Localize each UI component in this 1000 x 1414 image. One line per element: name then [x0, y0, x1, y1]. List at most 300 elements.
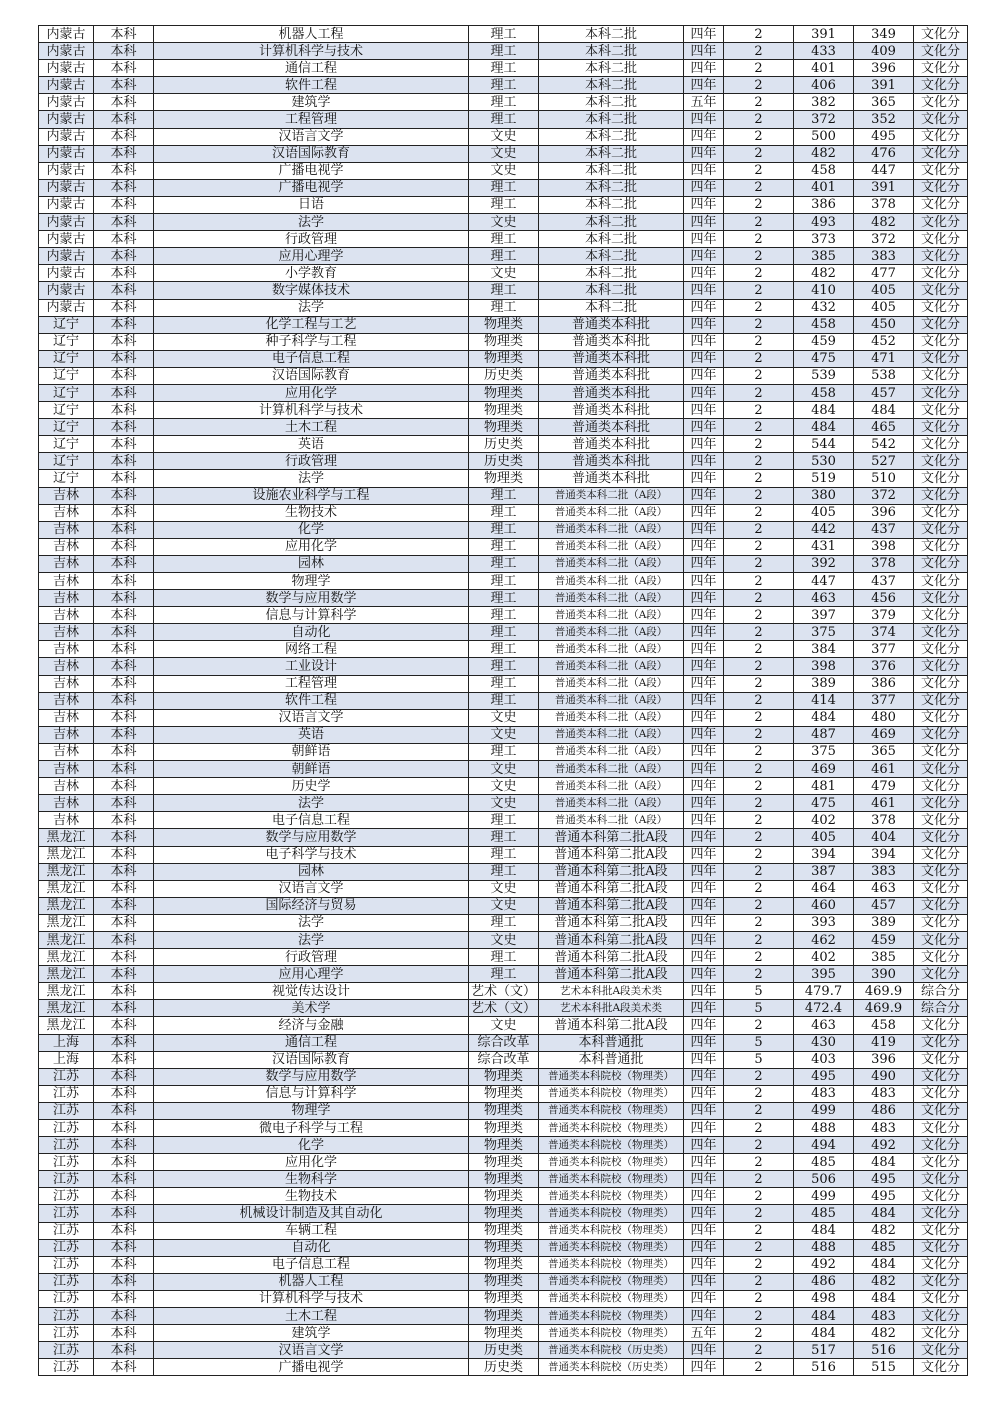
count-cell: 2 — [724, 333, 794, 350]
batch-cell: 普通类本科院校（物理类） — [539, 1154, 684, 1171]
max-score-cell: 482 — [794, 145, 854, 162]
table-row — [39, 743, 968, 760]
subject-cell: 理工 — [469, 914, 539, 931]
duration-cell: 四年 — [684, 1359, 724, 1376]
province-cell: 辽宁 — [39, 470, 94, 487]
max-score-cell: 484 — [794, 1325, 854, 1342]
batch-cell: 本科普通批 — [539, 1051, 684, 1068]
count-cell: 2 — [724, 949, 794, 966]
level-cell: 本科 — [94, 1034, 154, 1051]
score-type-cell: 文化分 — [914, 179, 968, 196]
count-cell: 2 — [724, 1188, 794, 1205]
min-score-cell: 377 — [854, 692, 914, 709]
batch-cell: 艺术本科批A段美术类 — [539, 983, 684, 1000]
table-row — [39, 436, 968, 453]
max-score-cell: 402 — [794, 812, 854, 829]
batch-cell: 普通类本科院校（物理类） — [539, 1102, 684, 1119]
duration-cell: 四年 — [684, 1137, 724, 1154]
max-score-cell: 414 — [794, 692, 854, 709]
batch-cell: 普通类本科二批（A段） — [539, 573, 684, 590]
subject-cell: 理工 — [469, 179, 539, 196]
max-score-cell: 458 — [794, 384, 854, 401]
subject-cell: 理工 — [469, 555, 539, 572]
subject-cell: 理工 — [469, 949, 539, 966]
min-score-cell: 372 — [854, 231, 914, 248]
batch-cell: 普通类本科二批（A段） — [539, 641, 684, 658]
batch-cell: 普通类本科院校（物理类） — [539, 1137, 684, 1154]
major-cell: 生物技术 — [154, 504, 469, 521]
subject-cell: 文史 — [469, 265, 539, 282]
major-cell: 设施农业科学与工程 — [154, 487, 469, 504]
subject-cell: 文史 — [469, 795, 539, 812]
subject-cell: 理工 — [469, 538, 539, 555]
level-cell: 本科 — [94, 1017, 154, 1034]
max-score-cell: 485 — [794, 1205, 854, 1222]
level-cell: 本科 — [94, 983, 154, 1000]
table-row — [39, 829, 968, 846]
level-cell: 本科 — [94, 43, 154, 60]
score-type-cell: 文化分 — [914, 897, 968, 914]
duration-cell: 四年 — [684, 231, 724, 248]
province-cell: 内蒙古 — [39, 299, 94, 316]
level-cell: 本科 — [94, 1256, 154, 1273]
max-score-cell: 398 — [794, 658, 854, 675]
province-cell: 内蒙古 — [39, 265, 94, 282]
batch-cell: 普通类本科二批（A段） — [539, 521, 684, 538]
batch-cell: 普通类本科院校（物理类） — [539, 1068, 684, 1085]
major-cell: 园林 — [154, 863, 469, 880]
score-type-cell: 文化分 — [914, 1017, 968, 1034]
duration-cell: 四年 — [684, 880, 724, 897]
major-cell: 土木工程 — [154, 419, 469, 436]
min-score-cell: 495 — [854, 1188, 914, 1205]
min-score-cell: 405 — [854, 299, 914, 316]
batch-cell: 本科二批 — [539, 248, 684, 265]
subject-cell: 理工 — [469, 60, 539, 77]
min-score-cell: 527 — [854, 453, 914, 470]
major-cell: 计算机科学与技术 — [154, 402, 469, 419]
count-cell: 2 — [724, 1120, 794, 1137]
duration-cell: 四年 — [684, 675, 724, 692]
table-row — [39, 316, 968, 333]
level-cell: 本科 — [94, 675, 154, 692]
level-cell: 本科 — [94, 128, 154, 145]
level-cell: 本科 — [94, 641, 154, 658]
table-row — [39, 983, 968, 1000]
duration-cell: 四年 — [684, 624, 724, 641]
batch-cell: 普通类本科院校（历史类） — [539, 1342, 684, 1359]
score-type-cell: 文化分 — [914, 743, 968, 760]
batch-cell: 普通类本科二批（A段） — [539, 504, 684, 521]
score-type-cell: 文化分 — [914, 641, 968, 658]
level-cell: 本科 — [94, 812, 154, 829]
count-cell: 2 — [724, 812, 794, 829]
province-cell: 江苏 — [39, 1205, 94, 1222]
subject-cell: 理工 — [469, 675, 539, 692]
score-type-cell: 文化分 — [914, 966, 968, 983]
major-cell: 法学 — [154, 931, 469, 948]
major-cell: 视觉传达设计 — [154, 983, 469, 1000]
max-score-cell: 373 — [794, 231, 854, 248]
province-cell: 辽宁 — [39, 367, 94, 384]
batch-cell: 本科二批 — [539, 179, 684, 196]
duration-cell: 四年 — [684, 931, 724, 948]
max-score-cell: 405 — [794, 829, 854, 846]
subject-cell: 理工 — [469, 111, 539, 128]
major-cell: 机器人工程 — [154, 1273, 469, 1290]
min-score-cell: 377 — [854, 641, 914, 658]
max-score-cell: 459 — [794, 333, 854, 350]
min-score-cell: 447 — [854, 162, 914, 179]
table-row — [39, 641, 968, 658]
subject-cell: 文史 — [469, 162, 539, 179]
table-row — [39, 231, 968, 248]
subject-cell: 艺术（文） — [469, 983, 539, 1000]
min-score-cell: 383 — [854, 863, 914, 880]
subject-cell: 理工 — [469, 248, 539, 265]
level-cell: 本科 — [94, 709, 154, 726]
score-type-cell: 文化分 — [914, 94, 968, 111]
subject-cell: 理工 — [469, 94, 539, 111]
subject-cell: 理工 — [469, 196, 539, 213]
province-cell: 黑龙江 — [39, 983, 94, 1000]
table-row — [39, 282, 968, 299]
count-cell: 2 — [724, 384, 794, 401]
count-cell: 2 — [724, 26, 794, 43]
min-score-cell: 469.9 — [854, 983, 914, 1000]
score-type-cell: 文化分 — [914, 1222, 968, 1239]
level-cell: 本科 — [94, 299, 154, 316]
batch-cell: 本科二批 — [539, 196, 684, 213]
subject-cell: 物理类 — [469, 350, 539, 367]
duration-cell: 四年 — [684, 504, 724, 521]
score-type-cell: 文化分 — [914, 846, 968, 863]
table-row — [39, 573, 968, 590]
major-cell: 生物科学 — [154, 1171, 469, 1188]
province-cell: 辽宁 — [39, 453, 94, 470]
batch-cell: 普通类本科院校（物理类） — [539, 1273, 684, 1290]
duration-cell: 四年 — [684, 726, 724, 743]
count-cell: 5 — [724, 1000, 794, 1017]
province-cell: 内蒙古 — [39, 248, 94, 265]
duration-cell: 四年 — [684, 128, 724, 145]
level-cell: 本科 — [94, 692, 154, 709]
min-score-cell: 383 — [854, 248, 914, 265]
province-cell: 内蒙古 — [39, 111, 94, 128]
min-score-cell: 352 — [854, 111, 914, 128]
max-score-cell: 432 — [794, 299, 854, 316]
duration-cell: 四年 — [684, 1342, 724, 1359]
max-score-cell: 530 — [794, 453, 854, 470]
duration-cell: 四年 — [684, 778, 724, 795]
duration-cell: 四年 — [684, 641, 724, 658]
major-cell: 工程管理 — [154, 111, 469, 128]
major-cell: 机器人工程 — [154, 26, 469, 43]
subject-cell: 理工 — [469, 624, 539, 641]
table-row — [39, 1342, 968, 1359]
level-cell: 本科 — [94, 914, 154, 931]
duration-cell: 四年 — [684, 897, 724, 914]
table-row — [39, 1308, 968, 1325]
max-score-cell: 458 — [794, 162, 854, 179]
table-row — [39, 538, 968, 555]
subject-cell: 文史 — [469, 709, 539, 726]
score-type-cell: 文化分 — [914, 761, 968, 778]
duration-cell: 四年 — [684, 453, 724, 470]
major-cell: 微电子科学与工程 — [154, 1120, 469, 1137]
count-cell: 2 — [724, 846, 794, 863]
province-cell: 黑龙江 — [39, 846, 94, 863]
duration-cell: 四年 — [684, 145, 724, 162]
min-score-cell: 396 — [854, 60, 914, 77]
score-type-cell: 文化分 — [914, 1154, 968, 1171]
score-type-cell: 文化分 — [914, 43, 968, 60]
province-cell: 江苏 — [39, 1308, 94, 1325]
max-score-cell: 393 — [794, 914, 854, 931]
province-cell: 江苏 — [39, 1102, 94, 1119]
table-row — [39, 1290, 968, 1307]
max-score-cell: 395 — [794, 966, 854, 983]
duration-cell: 四年 — [684, 26, 724, 43]
level-cell: 本科 — [94, 26, 154, 43]
count-cell: 2 — [724, 624, 794, 641]
province-cell: 吉林 — [39, 658, 94, 675]
min-score-cell: 538 — [854, 367, 914, 384]
batch-cell: 普通类本科二批（A段） — [539, 675, 684, 692]
max-score-cell: 385 — [794, 248, 854, 265]
score-type-cell: 文化分 — [914, 863, 968, 880]
major-cell: 广播电视学 — [154, 162, 469, 179]
major-cell: 应用心理学 — [154, 966, 469, 983]
max-score-cell: 516 — [794, 1359, 854, 1376]
score-type-cell: 文化分 — [914, 812, 968, 829]
province-cell: 江苏 — [39, 1222, 94, 1239]
max-score-cell: 493 — [794, 214, 854, 231]
min-score-cell: 483 — [854, 1308, 914, 1325]
min-score-cell: 485 — [854, 1239, 914, 1256]
score-type-cell: 文化分 — [914, 470, 968, 487]
min-score-cell: 378 — [854, 812, 914, 829]
table-row — [39, 1051, 968, 1068]
duration-cell: 四年 — [684, 1051, 724, 1068]
batch-cell: 本科二批 — [539, 162, 684, 179]
table-row — [39, 145, 968, 162]
batch-cell: 普通类本科二批（A段） — [539, 778, 684, 795]
subject-cell: 物理类 — [469, 1085, 539, 1102]
count-cell: 5 — [724, 983, 794, 1000]
major-cell: 行政管理 — [154, 453, 469, 470]
level-cell: 本科 — [94, 863, 154, 880]
subject-cell: 物理类 — [469, 316, 539, 333]
subject-cell: 理工 — [469, 692, 539, 709]
province-cell: 江苏 — [39, 1256, 94, 1273]
subject-cell: 历史类 — [469, 1342, 539, 1359]
major-cell: 朝鲜语 — [154, 743, 469, 760]
subject-cell: 物理类 — [469, 1154, 539, 1171]
table-row — [39, 1000, 968, 1017]
batch-cell: 本科二批 — [539, 111, 684, 128]
duration-cell: 四年 — [684, 863, 724, 880]
count-cell: 2 — [724, 162, 794, 179]
max-score-cell: 405 — [794, 504, 854, 521]
max-score-cell: 403 — [794, 1051, 854, 1068]
province-cell: 江苏 — [39, 1188, 94, 1205]
subject-cell: 综合改革 — [469, 1051, 539, 1068]
level-cell: 本科 — [94, 350, 154, 367]
level-cell: 本科 — [94, 897, 154, 914]
major-cell: 网络工程 — [154, 641, 469, 658]
duration-cell: 五年 — [684, 94, 724, 111]
level-cell: 本科 — [94, 282, 154, 299]
batch-cell: 普通类本科批 — [539, 470, 684, 487]
count-cell: 2 — [724, 966, 794, 983]
score-type-cell: 文化分 — [914, 1068, 968, 1085]
batch-cell: 普通类本科二批（A段） — [539, 726, 684, 743]
count-cell: 2 — [724, 1222, 794, 1239]
province-cell: 内蒙古 — [39, 26, 94, 43]
score-type-cell: 文化分 — [914, 1137, 968, 1154]
level-cell: 本科 — [94, 77, 154, 94]
max-score-cell: 519 — [794, 470, 854, 487]
subject-cell: 理工 — [469, 487, 539, 504]
score-type-cell: 文化分 — [914, 1273, 968, 1290]
batch-cell: 本科二批 — [539, 231, 684, 248]
min-score-cell: 463 — [854, 880, 914, 897]
score-type-cell: 文化分 — [914, 1085, 968, 1102]
major-cell: 信息与计算科学 — [154, 1085, 469, 1102]
batch-cell: 普通类本科二批（A段） — [539, 590, 684, 607]
major-cell: 数学与应用数学 — [154, 829, 469, 846]
table-row — [39, 128, 968, 145]
min-score-cell: 482 — [854, 1222, 914, 1239]
major-cell: 通信工程 — [154, 60, 469, 77]
score-type-cell: 文化分 — [914, 111, 968, 128]
max-score-cell: 433 — [794, 43, 854, 60]
min-score-cell: 492 — [854, 1137, 914, 1154]
score-type-cell: 文化分 — [914, 1256, 968, 1273]
duration-cell: 四年 — [684, 521, 724, 538]
score-type-cell: 文化分 — [914, 128, 968, 145]
score-type-cell: 文化分 — [914, 1102, 968, 1119]
duration-cell: 四年 — [684, 846, 724, 863]
major-cell: 电子信息工程 — [154, 812, 469, 829]
score-type-cell: 文化分 — [914, 795, 968, 812]
subject-cell: 历史类 — [469, 436, 539, 453]
min-score-cell: 404 — [854, 829, 914, 846]
duration-cell: 四年 — [684, 282, 724, 299]
score-type-cell: 综合分 — [914, 983, 968, 1000]
table-row — [39, 299, 968, 316]
min-score-cell: 461 — [854, 761, 914, 778]
duration-cell: 四年 — [684, 77, 724, 94]
level-cell: 本科 — [94, 778, 154, 795]
max-score-cell: 462 — [794, 931, 854, 948]
table-row — [39, 453, 968, 470]
max-score-cell: 387 — [794, 863, 854, 880]
province-cell: 黑龙江 — [39, 863, 94, 880]
batch-cell: 普通类本科二批（A段） — [539, 607, 684, 624]
subject-cell: 理工 — [469, 863, 539, 880]
batch-cell: 普通类本科院校（物理类） — [539, 1239, 684, 1256]
province-cell: 江苏 — [39, 1154, 94, 1171]
count-cell: 2 — [724, 282, 794, 299]
subject-cell: 理工 — [469, 812, 539, 829]
level-cell: 本科 — [94, 1068, 154, 1085]
province-cell: 黑龙江 — [39, 931, 94, 948]
duration-cell: 四年 — [684, 795, 724, 812]
batch-cell: 本科二批 — [539, 128, 684, 145]
count-cell: 2 — [724, 829, 794, 846]
table-row — [39, 1085, 968, 1102]
min-score-cell: 482 — [854, 214, 914, 231]
count-cell: 2 — [724, 504, 794, 521]
score-type-cell: 文化分 — [914, 384, 968, 401]
min-score-cell: 385 — [854, 949, 914, 966]
province-cell: 上海 — [39, 1034, 94, 1051]
max-score-cell: 484 — [794, 1308, 854, 1325]
level-cell: 本科 — [94, 607, 154, 624]
score-type-cell: 文化分 — [914, 196, 968, 213]
min-score-cell: 515 — [854, 1359, 914, 1376]
table-row — [39, 709, 968, 726]
count-cell: 2 — [724, 914, 794, 931]
subject-cell: 物理类 — [469, 1239, 539, 1256]
duration-cell: 四年 — [684, 949, 724, 966]
max-score-cell: 499 — [794, 1188, 854, 1205]
table-row — [39, 726, 968, 743]
count-cell: 2 — [724, 931, 794, 948]
score-type-cell: 文化分 — [914, 367, 968, 384]
batch-cell: 普通类本科二批（A段） — [539, 624, 684, 641]
major-cell: 车辆工程 — [154, 1222, 469, 1239]
max-score-cell: 447 — [794, 573, 854, 590]
count-cell: 2 — [724, 778, 794, 795]
subject-cell: 文史 — [469, 1017, 539, 1034]
province-cell: 吉林 — [39, 590, 94, 607]
major-cell: 软件工程 — [154, 77, 469, 94]
table-row — [39, 111, 968, 128]
level-cell: 本科 — [94, 1359, 154, 1376]
count-cell: 2 — [724, 248, 794, 265]
subject-cell: 理工 — [469, 504, 539, 521]
major-cell: 数学与应用数学 — [154, 1068, 469, 1085]
min-score-cell: 405 — [854, 282, 914, 299]
subject-cell: 物理类 — [469, 333, 539, 350]
batch-cell: 普通类本科批 — [539, 350, 684, 367]
province-cell: 辽宁 — [39, 350, 94, 367]
province-cell: 上海 — [39, 1051, 94, 1068]
min-score-cell: 495 — [854, 1171, 914, 1188]
subject-cell: 理工 — [469, 231, 539, 248]
min-score-cell: 378 — [854, 196, 914, 213]
max-score-cell: 394 — [794, 846, 854, 863]
count-cell: 2 — [724, 1085, 794, 1102]
duration-cell: 四年 — [684, 1273, 724, 1290]
table-row — [39, 94, 968, 111]
subject-cell: 理工 — [469, 77, 539, 94]
batch-cell: 普通类本科二批（A段） — [539, 761, 684, 778]
table-row — [39, 1034, 968, 1051]
max-score-cell: 494 — [794, 1137, 854, 1154]
table-row — [39, 367, 968, 384]
major-cell: 机械设计制造及其自动化 — [154, 1205, 469, 1222]
min-score-cell: 458 — [854, 1017, 914, 1034]
min-score-cell: 542 — [854, 436, 914, 453]
batch-cell: 本科二批 — [539, 214, 684, 231]
table-row — [39, 1256, 968, 1273]
duration-cell: 四年 — [684, 1017, 724, 1034]
table-row — [39, 1102, 968, 1119]
